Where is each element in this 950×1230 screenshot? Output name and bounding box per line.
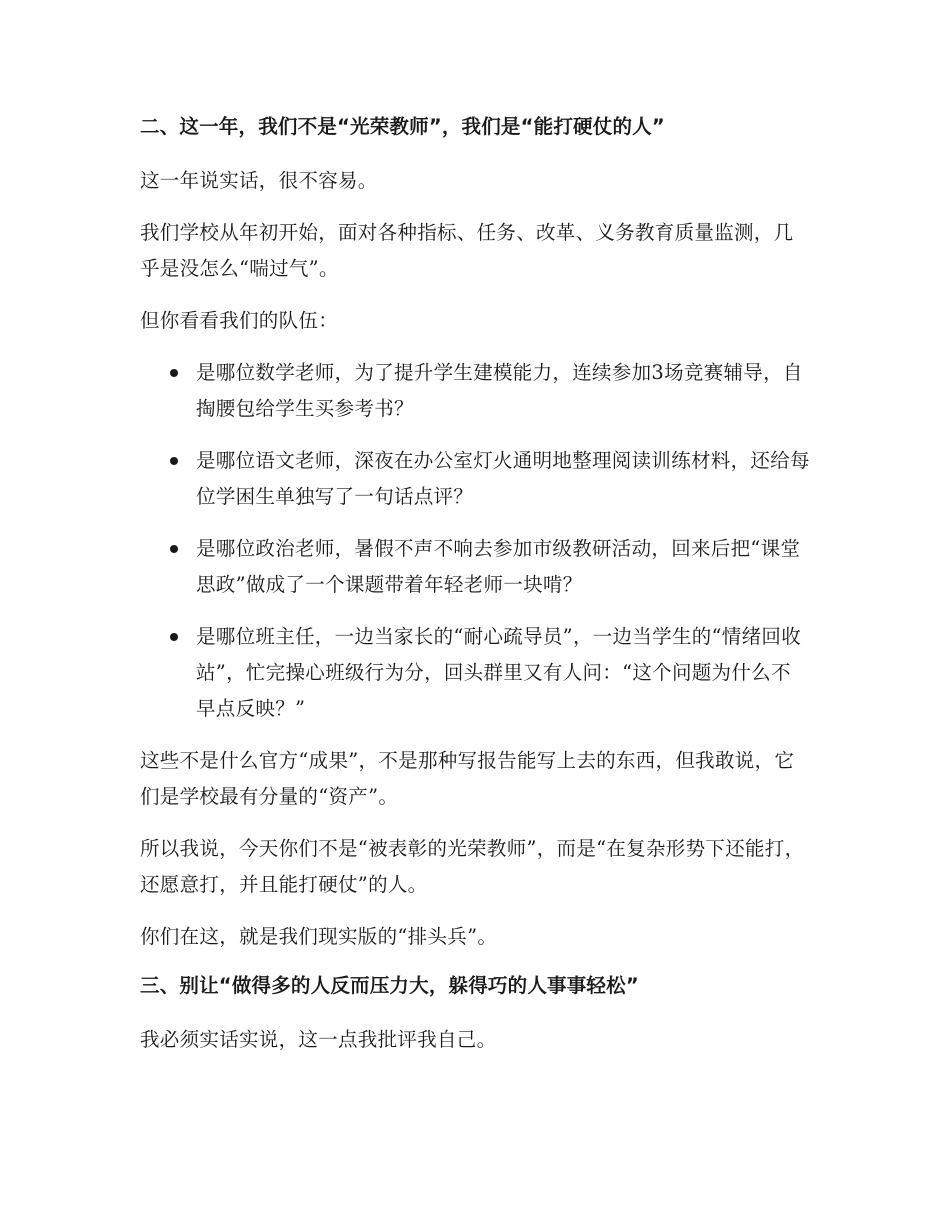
bullet-item	[140, 355, 810, 427]
paragraph: 你们在这，就是我们现实版的“排头兵”。	[140, 925, 498, 948]
paragraph: 但你看看我们的队伍：	[140, 309, 339, 332]
bullet-text: 是哪位班主任，一边当家长的“耐心疏导员”，一边当学生的“情绪回收站”，忙完操心班级行为分，回头群里又有人问：“这个问题为什么不早点反映？”	[196, 625, 802, 720]
bullet-text: 是哪位数学老师，为了提升学生建模能力，连续参加3场竞赛辅导，自掏腰包给学生买参考书？	[196, 361, 803, 420]
bullet-text: 是哪位语文老师，深夜在办公室灯火通明地整理阅读训练材料，还给每位学困生单独写了一句话点评？	[196, 449, 810, 508]
bullet-dot-icon	[170, 369, 178, 377]
section-3-heading: 三、别让“做得多的人反而压力大，躲得巧的人事事轻松”	[140, 974, 639, 997]
paragraph: 我必须实话实说，这一点我批评我自己。	[140, 1028, 497, 1051]
paragraph: 这一年说实话，很不容易。	[140, 169, 378, 192]
bullet-text: 是哪位政治老师，暑假不声不响去参加市级教研活动，回来后把“课堂思政”做成了一个课题带着年轻老师一块啃？	[196, 537, 801, 596]
section-2-heading: 二、这一年，我们不是“光荣教师”，我们是“能打硬仗的人”	[140, 115, 665, 138]
document-page	[140, 112, 810, 1074]
bullet-dot-icon	[170, 457, 178, 465]
bullet-item	[140, 531, 810, 603]
paragraph: 我们学校从年初开始，面对各种指标、任务、改革、义务教育质量监测，几乎是没怎么“喘过气”。	[140, 221, 794, 280]
bullet-item	[140, 443, 810, 515]
bullet-list	[140, 355, 810, 727]
bullet-dot-icon	[170, 545, 178, 553]
paragraph: 这些不是什么官方“成果”，不是那种写报告能写上去的东西，但我敢说，它们是学校最有分量的“资产”。	[140, 749, 795, 808]
paragraph: 所以我说，今天你们不是“被表彰的光荣教师”，而是“在复杂形势下还能打，还愿意打，并且能打硬仗”的人。	[140, 837, 805, 896]
bullet-item	[140, 619, 810, 727]
bullet-dot-icon	[170, 633, 178, 641]
